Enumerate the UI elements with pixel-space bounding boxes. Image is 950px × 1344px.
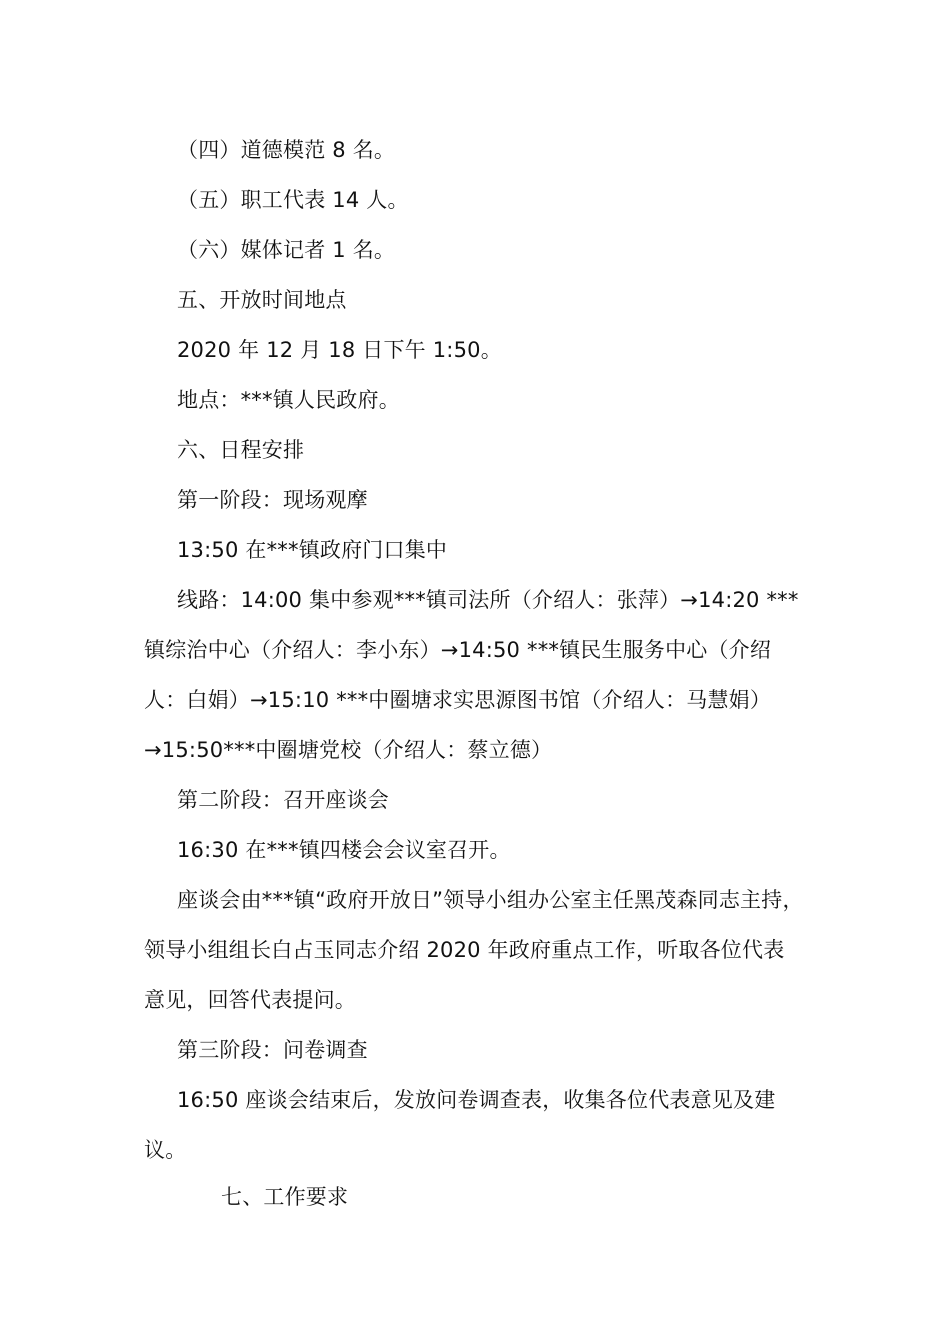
text-line-route-2: 镇综治中心（介绍人：李小东）→14:50 ***镇民生服务中心（介绍 (144, 638, 772, 662)
section-heading-schedule: 六、日程安排 (177, 438, 305, 462)
text-line-meeting-time: 16:30 在***镇四楼会会议室召开。 (177, 838, 511, 862)
text-line-route-1: 线路：14:00 集中参观***镇司法所（介绍人：张萍）→14:20 *** (177, 588, 799, 612)
section-heading-requirements: 七、工作要求 (221, 1185, 349, 1209)
stage-heading-1: 第一阶段：现场观摩 (177, 488, 368, 512)
text-line-survey-2: 议。 (144, 1138, 187, 1162)
text-line-meeting-host: 座谈会由***镇“政府开放日”领导小组办公室主任黑茂森同志主持， (177, 888, 804, 912)
text-line-media-count: （六）媒体记者 1 名。 (177, 238, 396, 262)
text-line-route-3: 人：白娟）→15:10 ***中圈塘求实思源图书馆（介绍人：马慧娟） (144, 688, 772, 712)
text-line-gather: 13:50 在***镇政府门口集中 (177, 538, 448, 562)
text-line-date: 2020 年 12 月 18 日下午 1:50。 (177, 338, 502, 362)
text-line-worker-count: （五）职工代表 14 人。 (177, 188, 409, 212)
text-line-location: 地点：***镇人民政府。 (177, 388, 400, 412)
text-line-model-count: （四）道德模范 8 名。 (177, 138, 396, 162)
stage-heading-2: 第二阶段：召开座谈会 (177, 788, 389, 812)
text-line-meeting-agenda: 领导小组组长白占玉同志介绍 2020 年政府重点工作，听取各位代表 (144, 938, 785, 962)
stage-heading-3: 第三阶段：问卷调查 (177, 1038, 368, 1062)
text-line-meeting-qa: 意见，回答代表提问。 (144, 988, 356, 1012)
text-line-survey-1: 16:50 座谈会结束后，发放问卷调查表，收集各位代表意见及建 (177, 1088, 776, 1112)
text-line-route-4: →15:50***中圈塘党校（介绍人：蔡立德） (144, 738, 553, 762)
section-heading-time-place: 五、开放时间地点 (177, 288, 347, 312)
